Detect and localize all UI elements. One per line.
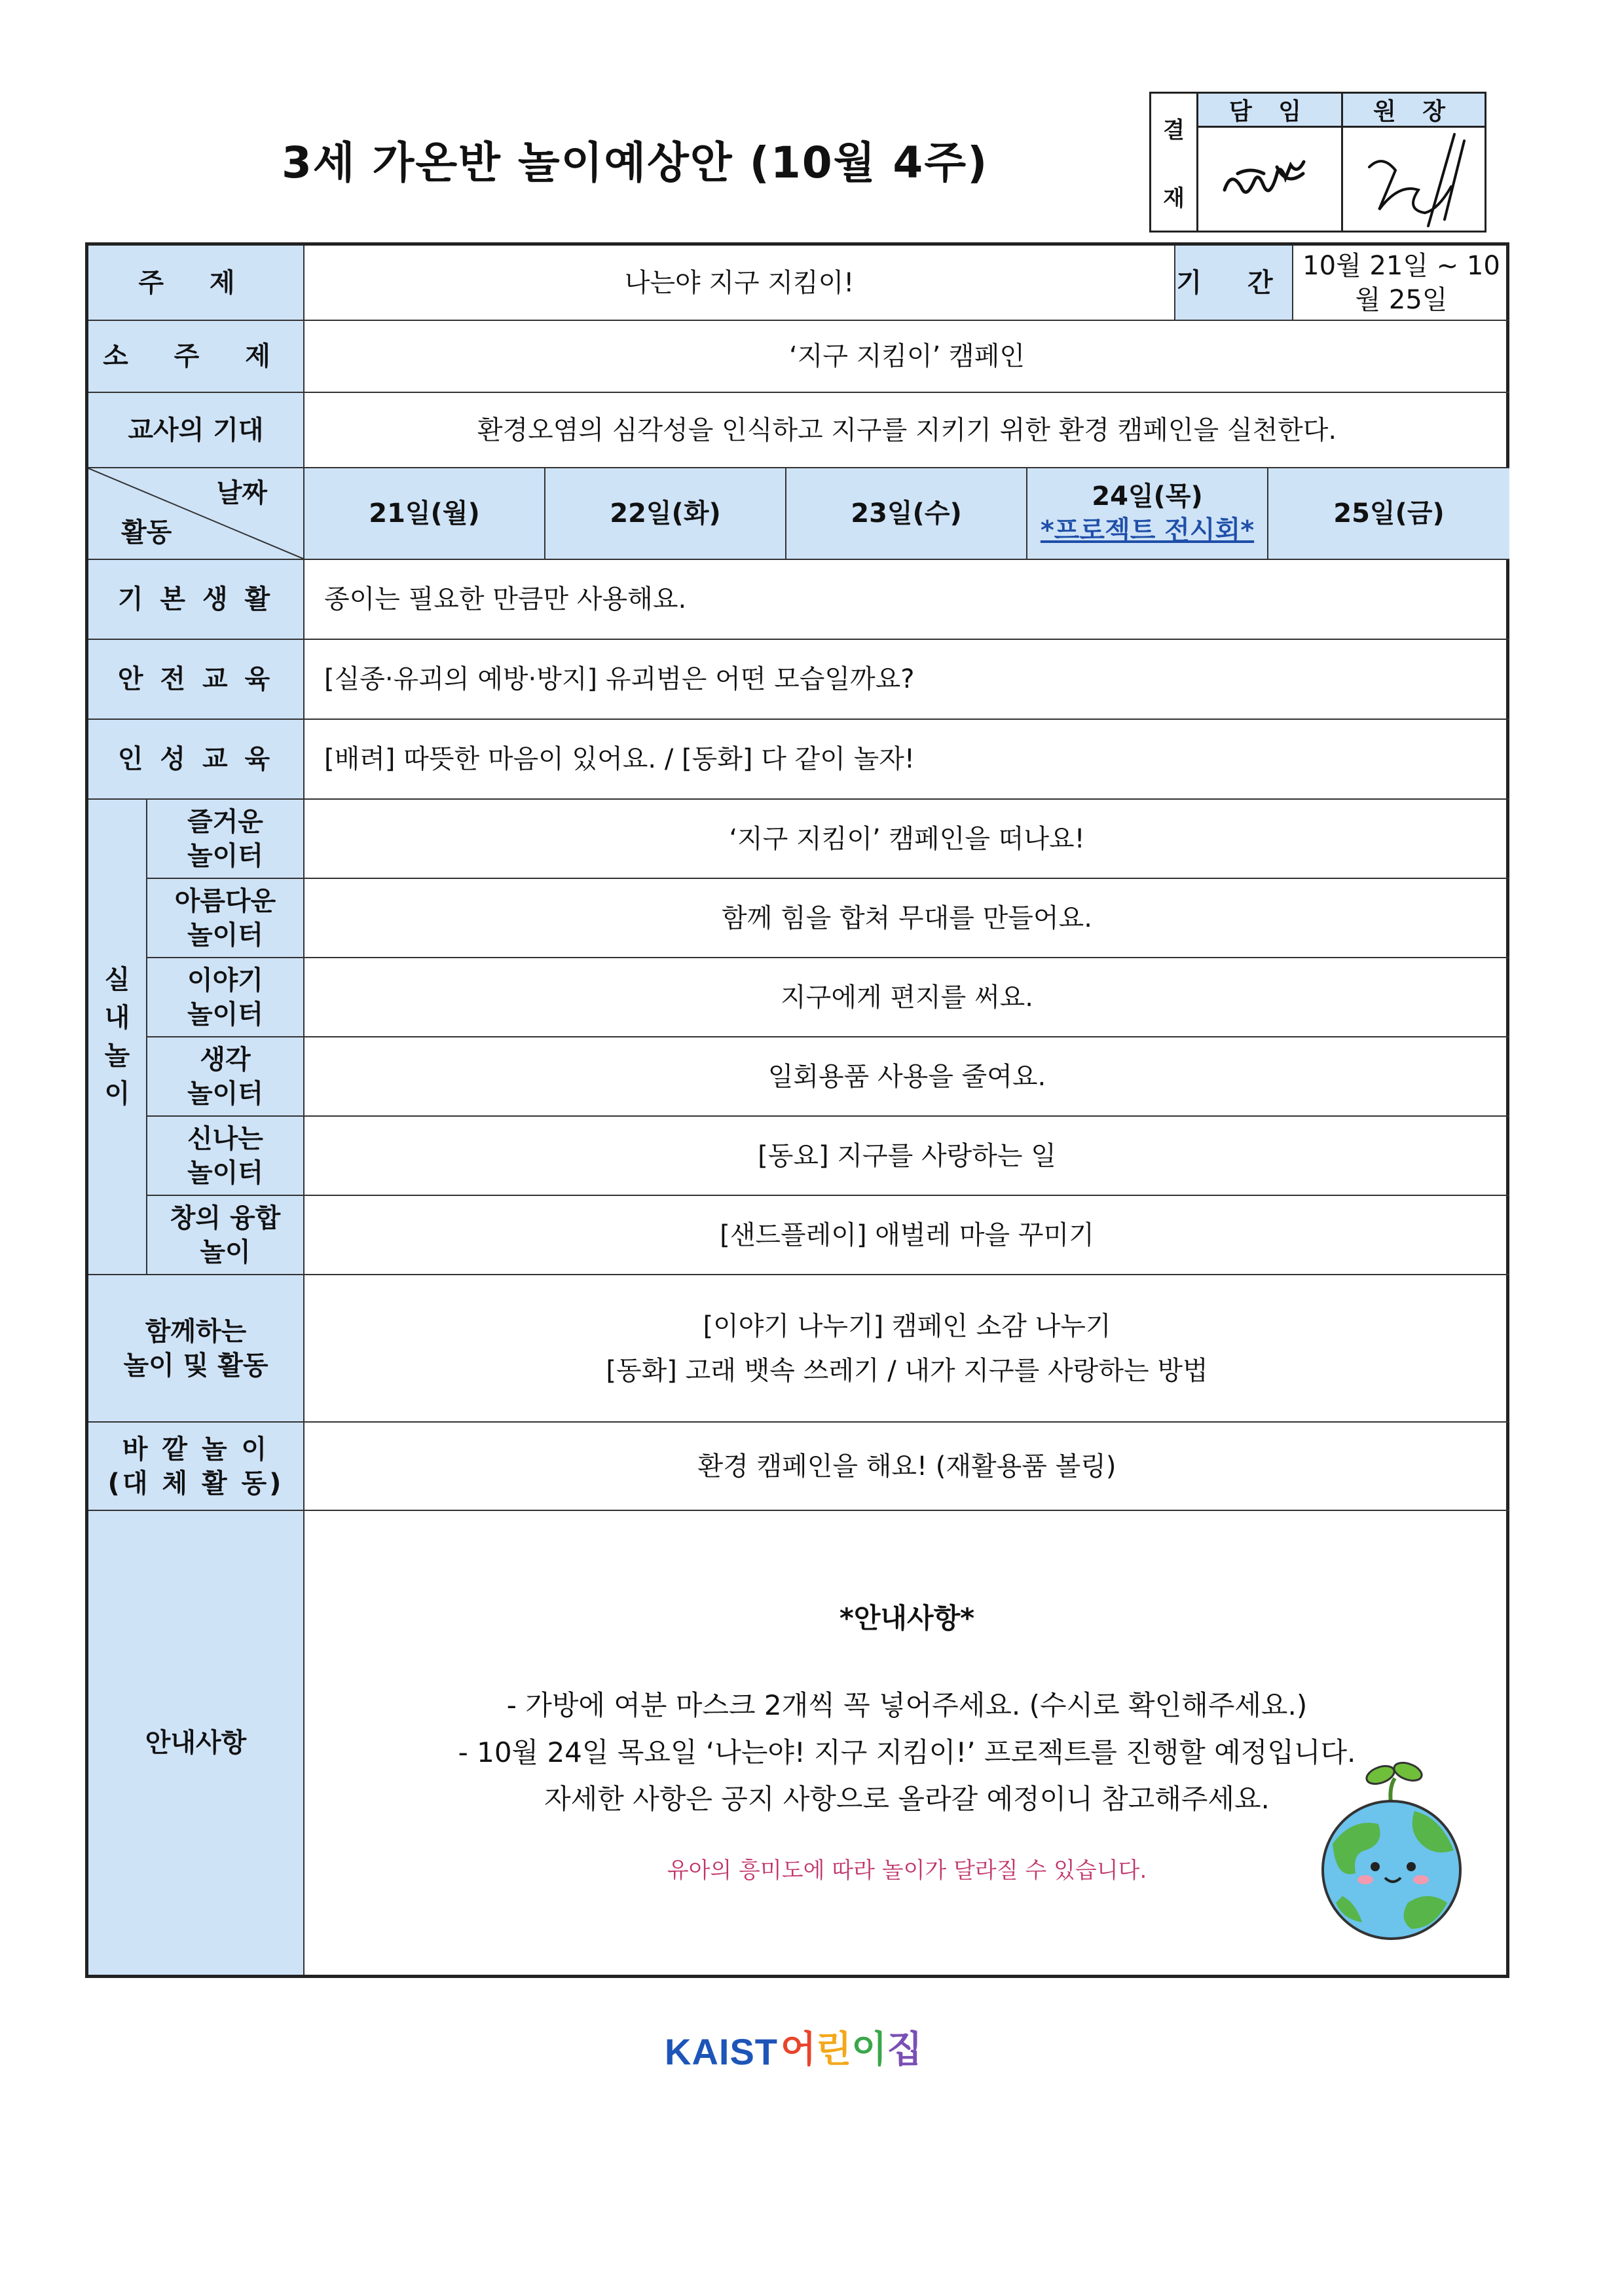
- period-value: 10월 21일 ~ 10월 25일: [1293, 246, 1509, 321]
- indoor-row-label: [147, 879, 304, 958]
- together-line: [이야기 나누기] 캠페인 소감 나누기: [703, 1311, 1111, 1341]
- indoor-row-value: [샌드플레이] 애벌레 마을 꾸미기: [304, 1196, 1509, 1275]
- outdoor-label: [88, 1423, 304, 1511]
- logo-brand: KAIST: [665, 2031, 778, 2072]
- notice-line: - 10월 24일 목요일 ‘나는야! 지구 지킴이!’ 프로젝트를 진행할 예정입니다.: [458, 1736, 1356, 1768]
- indoor-row-label: [147, 1037, 304, 1117]
- indoor-row-value: 일회용품 사용을 줄여요.: [304, 1037, 1509, 1117]
- together-line: [동화] 고래 뱃속 쓰레기 / 내가 지구를 사랑하는 방법: [606, 1355, 1208, 1386]
- logo-letter: 어: [781, 2028, 817, 2071]
- logo-letter: 이: [851, 2028, 887, 2071]
- indoor-label-char: 이: [104, 1079, 130, 1109]
- day-header: 25일(금): [1268, 468, 1509, 560]
- indoor-row-label-line: 놀이터: [187, 840, 263, 871]
- teacher-header: 담 임: [1198, 94, 1343, 128]
- indoor-row-label-line: 놀이터: [187, 1157, 263, 1188]
- indoor-row-label: [147, 958, 304, 1037]
- together-label: [88, 1275, 304, 1423]
- day-header: 24일(목): [1092, 481, 1203, 512]
- outdoor-label-line: 바 깥 놀 이: [122, 1434, 270, 1465]
- indoor-play-label: [88, 800, 147, 1275]
- indoor-row-label-line: 놀이: [200, 1237, 251, 1267]
- project-exhibition-link[interactable]: *프로젝트 전시회*: [1040, 515, 1255, 546]
- kaist-daycare-logo: [665, 2021, 922, 2073]
- day-header-special: [1027, 468, 1268, 560]
- indoor-row-label-line: 놀이터: [187, 1078, 263, 1109]
- logo-name: [781, 2021, 922, 2073]
- together-value: [304, 1275, 1509, 1423]
- indoor-label-char: 실: [104, 965, 130, 995]
- indoor-row-label-line: 아름다운: [174, 886, 276, 916]
- indoor-row-value: 함께 힘을 합쳐 무대를 만들어요.: [304, 879, 1509, 958]
- notice-line: - 가방에 여분 마스크 2개씩 꼭 넣어주세요. (수시로 확인해주세요.): [506, 1689, 1308, 1722]
- date-label: 날짜: [216, 478, 267, 508]
- approval-label: [1151, 94, 1198, 231]
- logo-letter: 집: [887, 2028, 923, 2071]
- day-header: 22일(화): [545, 468, 786, 560]
- indoor-row-value: 지구에게 편지를 써요.: [304, 958, 1509, 1037]
- notice-footnote: 유아의 흥미도에 따라 놀이가 달라질 수 있습니다.: [667, 1857, 1147, 1884]
- indoor-row-value: ‘지구 지킴이’ 캠페인을 떠나요!: [304, 800, 1509, 879]
- indoor-row-label: [147, 1196, 304, 1275]
- earth-icon: [1303, 1752, 1480, 1949]
- indoor-row-label-line: 생각: [200, 1044, 251, 1075]
- indoor-row-value: [동요] 지구를 사랑하는 일: [304, 1117, 1509, 1196]
- expectation-value: 환경오염의 심각성을 인식하고 지구를 지키기 위한 환경 캠페인을 실천한다.: [304, 393, 1509, 468]
- teacher-signature: [1198, 128, 1343, 231]
- indoor-label-char: 내: [104, 1003, 130, 1033]
- basic-life-value: 종이는 필요한 만큼만 사용해요.: [304, 560, 1509, 640]
- character-value: [배려] 따뜻한 마음이 있어요. / [동화] 다 같이 놀자!: [304, 720, 1509, 800]
- page-title: 3세 가온반 놀이예상안 (10월 4주): [282, 138, 989, 188]
- indoor-row-label-line: 놀이터: [187, 920, 263, 950]
- subtheme-value: ‘지구 지킴이’ 캠페인: [304, 321, 1509, 393]
- theme-label: 주 제: [88, 246, 304, 321]
- outdoor-label-line: (대 체 활 동): [107, 1468, 284, 1499]
- day-header: 21일(월): [304, 468, 545, 560]
- together-label-line: 함께하는: [145, 1316, 247, 1347]
- date-activity-header: [88, 468, 304, 560]
- approval-label-top: 결: [1163, 117, 1185, 143]
- indoor-row-label-line: 창의 융합: [170, 1203, 281, 1233]
- indoor-row-label-line: 즐거운: [187, 806, 263, 837]
- indoor-row-label-line: 이야기: [187, 965, 263, 996]
- logo-letter: 린: [816, 2028, 852, 2071]
- safety-value: [실종·유괴의 예방·방지] 유괴범은 어떤 모습일까요?: [304, 640, 1509, 720]
- approval-box: [1149, 92, 1486, 233]
- indoor-row-label-line: 놀이터: [187, 999, 263, 1030]
- together-label-line: 놀이 및 활동: [123, 1350, 268, 1381]
- plan-table: [85, 242, 1509, 1978]
- subtheme-label: 소 주 제: [88, 321, 304, 393]
- indoor-row-label: [147, 800, 304, 879]
- indoor-label-char: 놀: [104, 1041, 130, 1071]
- director-signature: [1343, 128, 1485, 231]
- notice-label: 안내사항: [88, 1511, 304, 1975]
- director-header: 원 장: [1343, 94, 1485, 128]
- indoor-row-label: [147, 1117, 304, 1196]
- indoor-row-label-line: 신나는: [187, 1123, 263, 1154]
- safety-label: 안 전 교 육: [88, 640, 304, 720]
- character-label: 인 성 교 육: [88, 720, 304, 800]
- approval-label-bottom: 재: [1163, 185, 1185, 212]
- basic-life-label: 기 본 생 활: [88, 560, 304, 640]
- period-label: 기 간: [1175, 246, 1293, 321]
- expectation-label: 교사의 기대: [88, 393, 304, 468]
- notice-title: *안내사항*: [839, 1601, 975, 1634]
- notice-line: 자세한 사항은 공지 사항으로 올라갈 예정이니 참고해주세요.: [544, 1782, 1270, 1815]
- outdoor-value: 환경 캠페인을 해요! (재활용품 볼링): [304, 1423, 1509, 1511]
- theme-value: 나는야 지구 지킴이!: [304, 246, 1175, 321]
- day-header: 23일(수): [786, 468, 1027, 560]
- activity-label: 활동: [121, 517, 172, 548]
- logo-name-text: [781, 2028, 922, 2071]
